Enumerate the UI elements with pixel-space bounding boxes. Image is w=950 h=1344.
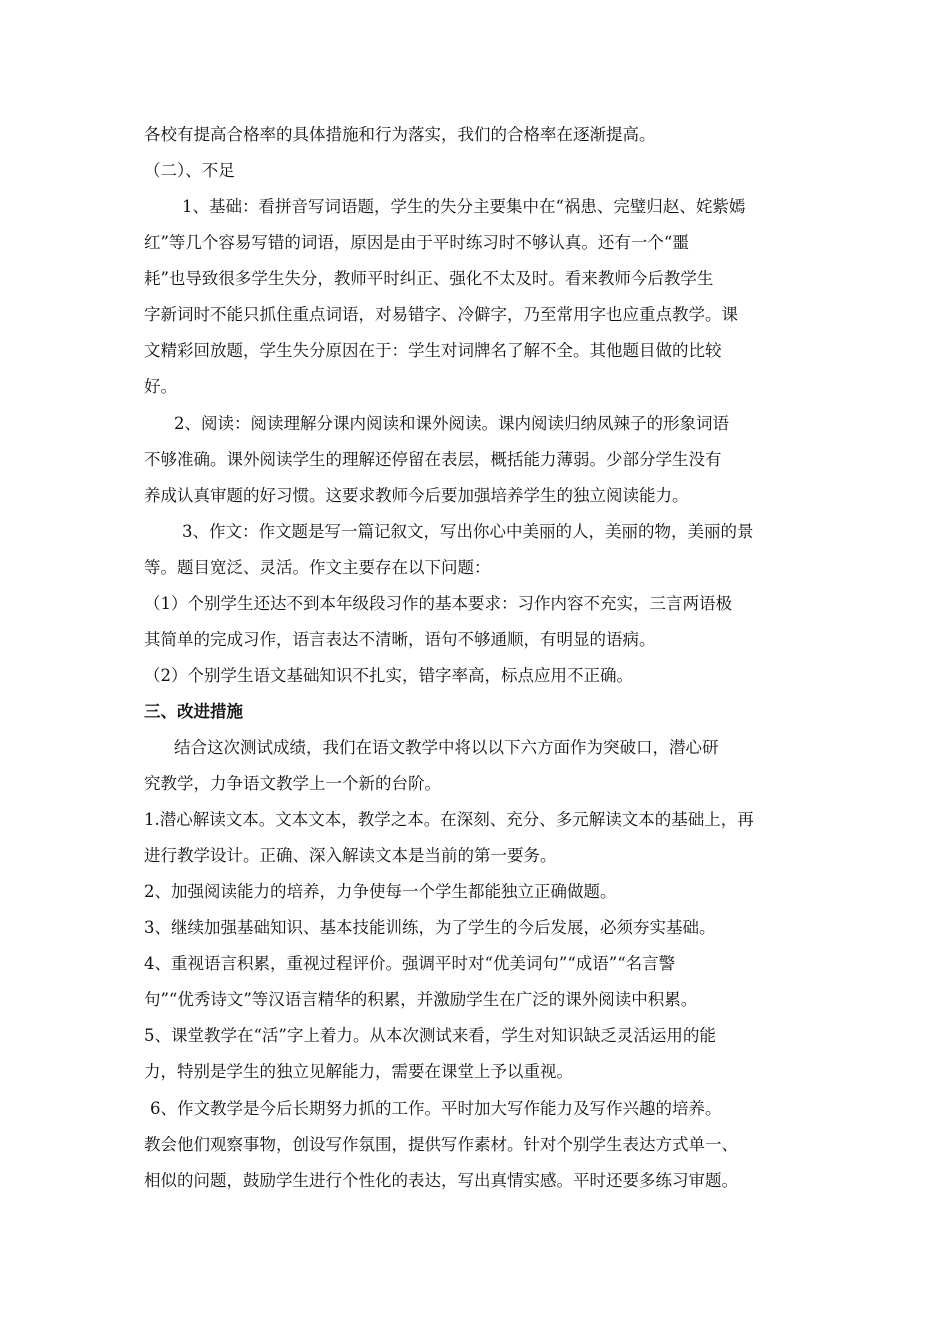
paragraph-line: 红”等几个容易写错的词语，原因是由于平时练习时不够认真。还有一个“噩 [144,233,689,252]
paragraph-line: 不够准确。课外阅读学生的理解还停留在表层，概括能力薄弱。少部分学生没有 [144,450,722,469]
paragraph-line: （1）个别学生还达不到本年级段习作的基本要求：习作内容不充实，三言两语极 [144,594,732,613]
paragraph-line: 耗”也导致很多学生失分，教师平时纠正、强化不太及时。看来教师今后教学生 [144,269,714,288]
paragraph-line: 2、阅读：阅读理解分课内阅读和课外阅读。课内阅读归纳凤辣子的形象词语 [174,414,729,433]
paragraph-line: 句”“优秀诗文”等汉语言精华的积累，并激励学生在广泛的课外阅读中积累。 [144,990,698,1009]
paragraph-line: （2）个别学生语文基础知识不扎实，错字率高，标点应用不正确。 [144,666,633,685]
paragraph-line: 究教学，力争语文教学上一个新的台阶。 [144,774,441,793]
paragraph-line: 养成认真审题的好习惯。这要求教师今后要加强培养学生的独立阅读能力。 [144,486,689,505]
paragraph-line: 5、课堂教学在“活”字上着力。从本次测试来看，学生对知识缺乏灵活运用的能 [144,1026,716,1045]
paragraph-line: 2、加强阅读能力的培养，力争使每一个学生都能独立正确做题。 [144,882,617,901]
paragraph-line: 等。题目宽泛、灵活。作文主要存在以下问题： [144,558,491,577]
paragraph-line: 字新词时不能只抓住重点词语，对易错字、冷僻字，乃至常用字也应重点教学。课 [144,305,738,324]
paragraph-line: 相似的问题，鼓励学生进行个性化的表达，写出真情实感。平时还要多练习审题。 [144,1171,738,1190]
paragraph-line: 各校有提高合格率的具体措施和行为落实，我们的合格率在逐渐提高。 [144,125,656,144]
paragraph-line: 1、基础：看拼音写词语题，学生的失分主要集中在“祸患、完璧归赵、姹紫嫣 [182,197,746,216]
section-heading: 三、改进措施 [144,702,243,721]
paragraph-line: 力，特别是学生的独立见解能力，需要在课堂上予以重视。 [144,1062,573,1081]
paragraph-line: 进行教学设计。正确、深入解读文本是当前的第一要务。 [144,846,557,865]
paragraph-line: 文精彩回放题，学生失分原因在于：学生对词牌名了解不全。其他题目做的比较 [144,341,722,360]
paragraph-line: 4、重视语言积累，重视过程评价。强调平时对“优美词句”“成语”“名言警 [144,954,676,973]
section-subheading: （二）、不足 [144,161,235,180]
paragraph-line: 3、作文：作文题是写一篇记叙文，写出你心中美丽的人，美丽的物，美丽的景 [182,522,754,541]
paragraph-line: 1.潜心解读文本。文本文本，教学之本。在深刻、充分、多元解读文本的基础上，再 [144,810,754,829]
paragraph-line: 6、作文教学是今后长期努力抓的工作。平时加大写作能力及写作兴趣的培养。 [150,1099,722,1118]
paragraph-line: 教会他们观察事物，创设写作氛围，提供写作素材。针对个别学生表达方式单一、 [144,1135,738,1154]
paragraph-line: 其简单的完成习作，语言表达不清晰，语句不够通顺，有明显的语病。 [144,630,656,649]
paragraph-line: 结合这次测试成绩，我们在语文教学中将以以下六方面作为突破口，潜心研 [174,738,719,757]
paragraph-line: 好。 [144,377,177,396]
paragraph-line: 3、继续加强基础知识、基本技能训练，为了学生的今后发展，必须夯实基础。 [144,918,716,937]
